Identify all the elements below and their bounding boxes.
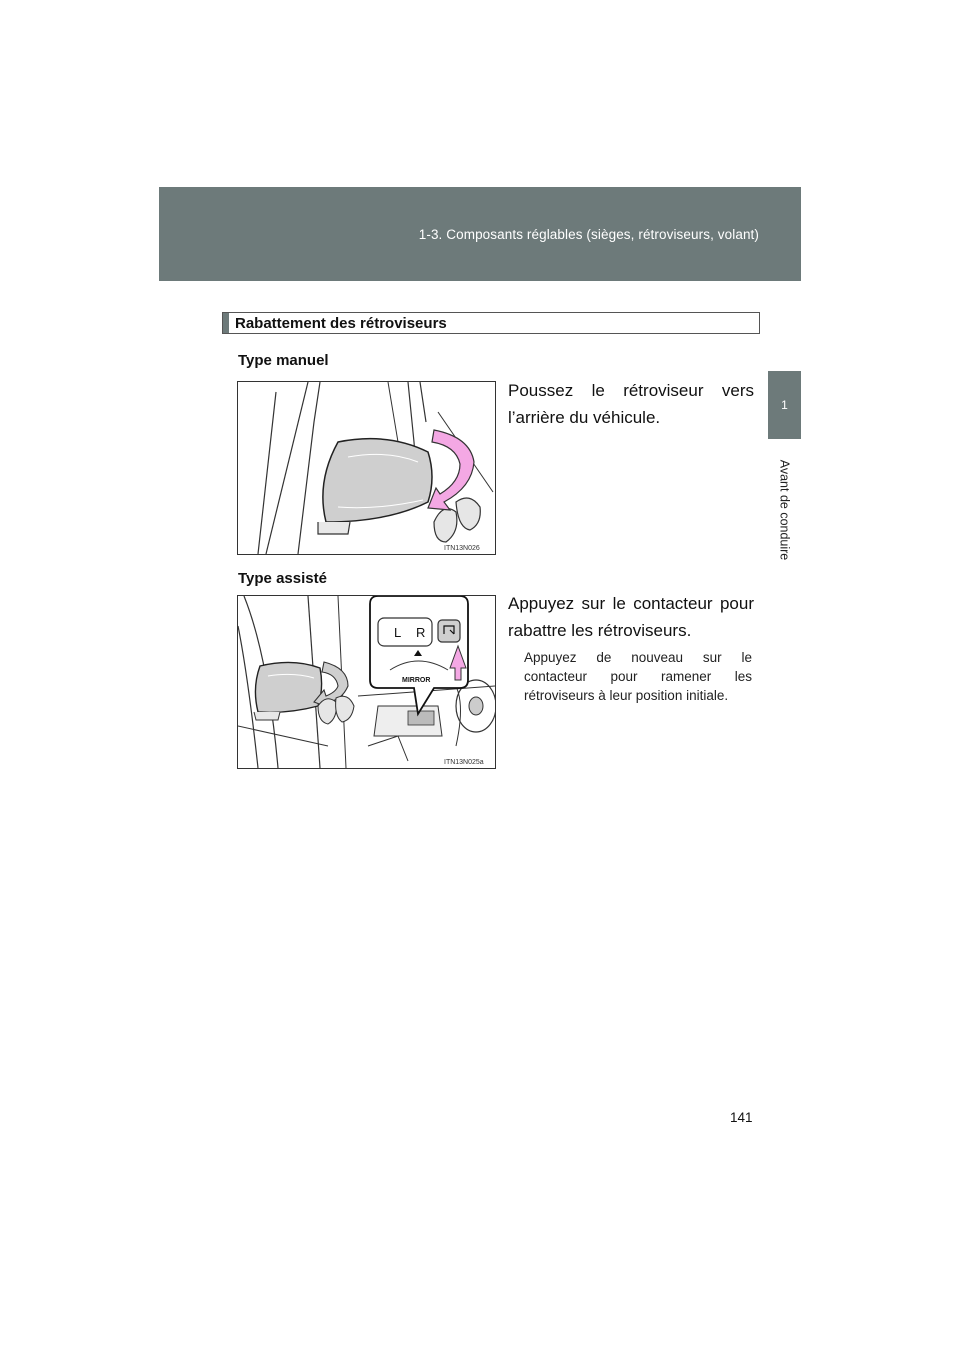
figure-code-power: ITN13N025a bbox=[444, 759, 484, 766]
chapter-number: 1 bbox=[781, 398, 788, 412]
figure-power-fold bbox=[237, 595, 496, 769]
chapter-label-text: Avant de conduire bbox=[777, 459, 792, 561]
section-heading-accent bbox=[223, 313, 229, 333]
switch-caption: MIRROR bbox=[402, 677, 431, 684]
manual-fold-illustration bbox=[238, 382, 495, 554]
switch-right-label: R bbox=[416, 625, 426, 640]
manual-instruction: Poussez le rétroviseur vers l’arrière du véhicule. bbox=[508, 381, 754, 427]
chapter-label bbox=[768, 450, 801, 570]
section-heading-box bbox=[222, 312, 760, 334]
section-title: Rabattement des rétroviseurs bbox=[235, 315, 447, 332]
power-type-heading: Type assisté bbox=[238, 570, 327, 587]
header-band bbox=[159, 187, 801, 281]
fold-switch-button[interactable] bbox=[438, 620, 460, 642]
power-instruction: Appuyez sur le contacteur pour rabattre les rétroviseurs. bbox=[508, 594, 754, 640]
power-note: Appuyez de nouveau sur le contacteur pour ramener les rétroviseurs à leur position initiale. bbox=[524, 650, 752, 703]
power-fold-illustration bbox=[238, 596, 495, 768]
chapter-tab[interactable] bbox=[768, 371, 801, 439]
switch-left-label: L bbox=[394, 625, 402, 640]
figure-code-manual: ITN13N026 bbox=[444, 545, 480, 552]
page-number: 141 bbox=[730, 1110, 753, 1125]
figure-manual-fold bbox=[237, 381, 496, 555]
manual-type-heading: Type manuel bbox=[238, 352, 329, 369]
header-section-title: 1-3. Composants réglables (sièges, rétroviseurs, volant) bbox=[418, 227, 759, 242]
